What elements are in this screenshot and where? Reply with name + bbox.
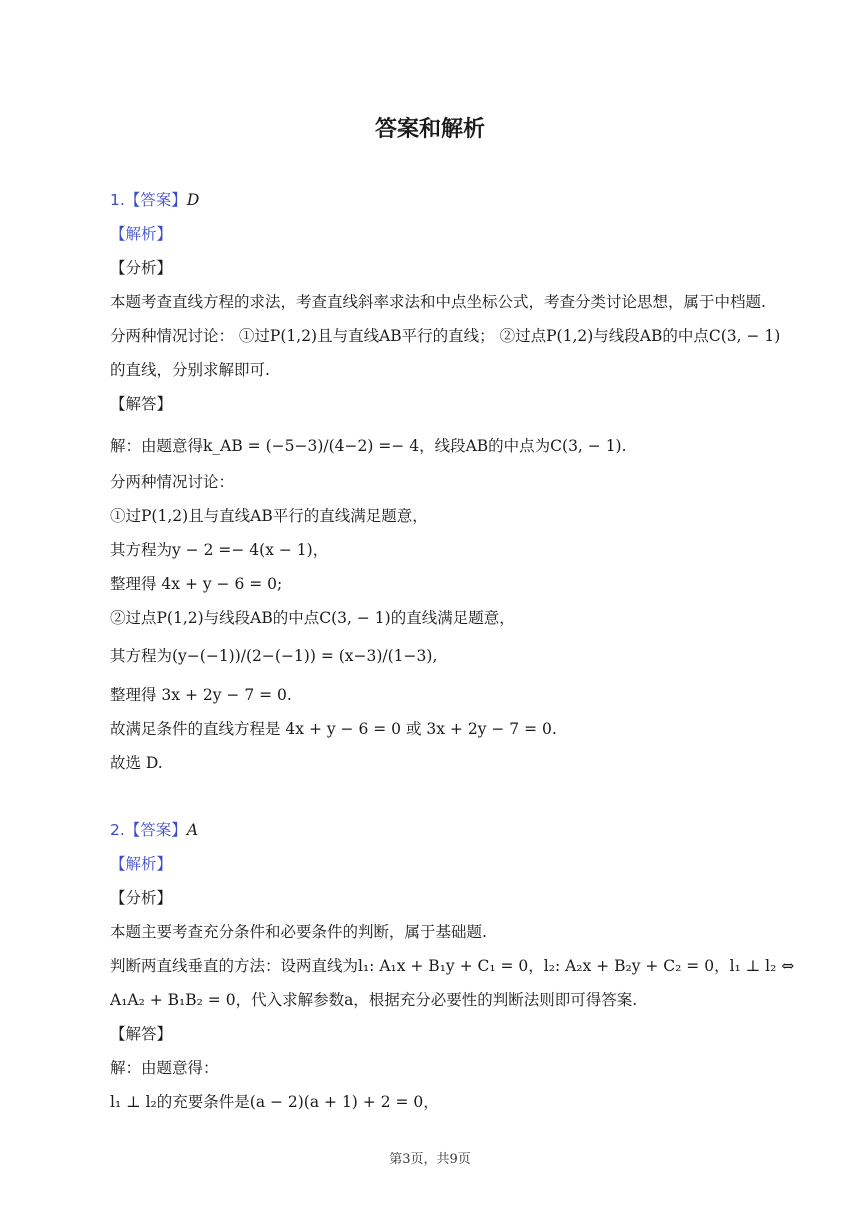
q1-fenxi-label: 【分析】 xyxy=(110,259,173,277)
q1-solution-line-8: 整理得 3x + 2y − 7 = 0. xyxy=(110,686,292,704)
q2-solution-line-2: l₁ ⊥ l₂的充要条件是(a − 2)(a + 1) + 2 = 0， xyxy=(110,1093,439,1111)
q1-jieda-label: 【解答】 xyxy=(110,395,173,413)
q2-fenxi-line-2: 判断两直线垂直的方法：设两直线为l₁: A₁x + B₁y + C₁ = 0，l₂: A₂x + B₂y + C₂ = 0，l₁ ⊥ l₂ ⇔ xyxy=(110,957,795,975)
q1-answer-value: D xyxy=(186,191,200,209)
q1-solution-line-3: ①过P(1,2)且与直线AB平行的直线满足题意， xyxy=(110,507,428,525)
q2-answer-tag: 【答案】 xyxy=(124,821,187,839)
q1-solution-line-10: 故选 D. xyxy=(110,754,163,772)
q1-fenxi-line-3: 的直线，分别求解即可. xyxy=(110,361,270,379)
q1-answer-heading xyxy=(110,189,199,211)
page-footer: 第3页，共9页 xyxy=(389,1152,471,1167)
q1-solution-line-9: 故满足条件的直线方程是 4x + y − 6 = 0 或 3x + 2y − 7 = 0. xyxy=(110,720,557,738)
q1-fenxi-line-2: 分两种情况讨论： ①过P(1,2)且与直线AB平行的直线； ②过点P(1,2)与线段AB的中点C(3, − 1) xyxy=(110,327,781,345)
q1-jiexi-label: 【解析】 xyxy=(110,225,173,243)
q1-solution-line-1: 解：由题意得k_AB = (−5−3)/(4−2) =− 4，线段AB的中点为C(3, − 1). xyxy=(110,437,627,455)
q1-solution-line-5: 整理得 4x + y − 6 = 0; xyxy=(110,575,283,593)
q1-fenxi-line-1: 本题考查直线方程的求法，考查直线斜率求法和中点坐标公式，考查分类讨论思想，属于中档题. xyxy=(110,293,766,311)
q2-answer-value: A xyxy=(186,821,199,839)
q1-solution-line-4: 其方程为y − 2 =− 4(x − 1)， xyxy=(110,541,329,559)
q2-jiexi-label: 【解析】 xyxy=(110,855,173,873)
q1-solution-line-2: 分两种情况讨论： xyxy=(110,473,235,491)
q1-number: 1. xyxy=(110,191,125,209)
q2-number: 2. xyxy=(110,821,125,839)
q2-solution-line-1: 解：由题意得： xyxy=(110,1059,219,1077)
q1-answer-tag: 【答案】 xyxy=(124,191,187,209)
q2-jieda-label: 【解答】 xyxy=(110,1025,173,1043)
q2-answer-heading xyxy=(110,819,198,841)
q2-fenxi-line-3: A₁A₂ + B₁B₂ = 0，代入求解参数a，根据充分必要性的判断法则即可得答案. xyxy=(110,991,638,1009)
q1-solution-line-6: ②过点P(1,2)与线段AB的中点C(3, − 1)的直线满足题意， xyxy=(110,609,515,627)
q2-fenxi-line-1: 本题主要考查充分条件和必要条件的判断，属于基础题. xyxy=(110,923,487,941)
q2-fenxi-label: 【分析】 xyxy=(110,889,173,907)
q1-solution-line-7: 其方程为(y−(−1))/(2−(−1)) = (x−3)/(1−3), xyxy=(110,647,438,665)
page-title: 答案和解析 xyxy=(374,117,485,142)
